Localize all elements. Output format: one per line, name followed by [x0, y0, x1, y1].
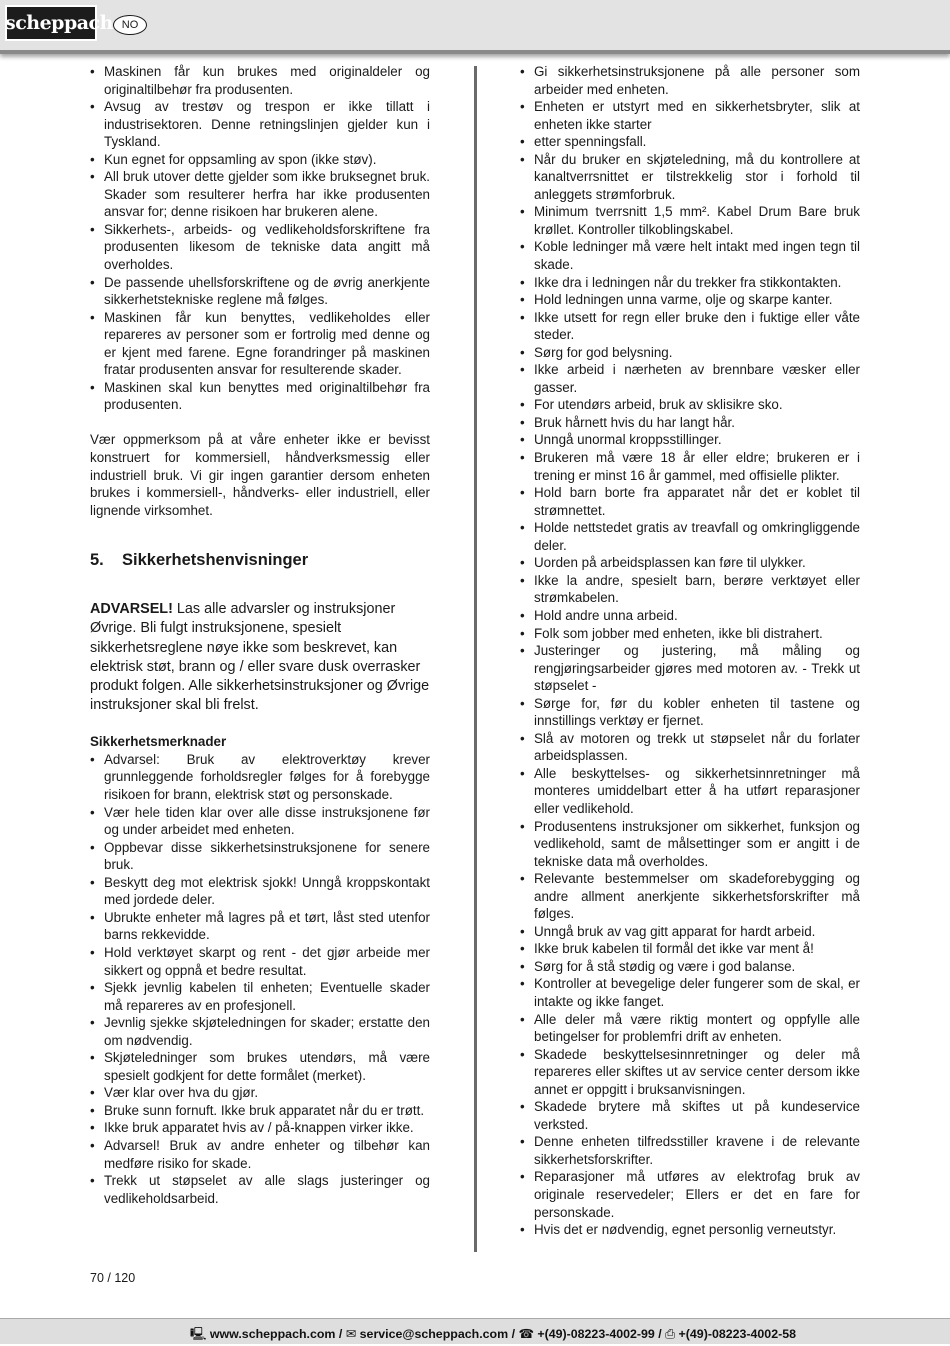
list-item: • Skadede beskyttelsesinnretninger og deler må repareres eller skiftes ut av service center dersom ikke annet er oppgitt i bruksanvisningen.	[520, 1046, 860, 1099]
list-item: • Justeringer og justering, må måling og rengjøringsarbeider gjøres med motoren av. - Trekk ut støpselet -	[520, 642, 860, 695]
commercial-use-note: Vær oppmerksom på at våre enheter ikke er bevisst konstruert for kommersiell, håndverksmessig eller industriell bruk. Vi gir ingen garantier dersom enheten brukes i kommersiell-, håndverks- eller industriell, eller lignende virksomhet.	[90, 432, 430, 518]
list-item: • Unngå unormal kroppsstillinger.	[520, 431, 860, 449]
list-item: • Enheten er utstyrt med en sikkerhetsbryter, slik at enheten ikke starter	[520, 98, 860, 133]
list-item: • Trekk ut støpselet av alle slags justeringer og vedlikeholdsarbeid.	[90, 1172, 430, 1207]
list-item: • Kun egnet for oppsamling av spon (ikke støv).	[90, 151, 430, 169]
list-item: • Minimum tverrsnitt 1,5 mm². Kabel Drum Bare bruk krøllet. Kontroller tilkoblingskabel.	[520, 203, 860, 238]
computer-icon: 🖳	[189, 1327, 207, 1341]
list-item: • Sikkerhets-, arbeids- og vedlikeholdsforskriftene fra produsenten likesom de tekniske data angitt må overholdes.	[90, 221, 430, 274]
list-item: • Maskinen skal kun benyttes med originaltilbehør fra produsenten.	[90, 379, 430, 414]
list-item: • Ikke bruk apparatet hvis av / på-knappen virker ikke.	[90, 1119, 430, 1137]
language-badge: NO	[113, 15, 147, 35]
right-column	[520, 63, 860, 1239]
page-footer	[0, 1318, 950, 1344]
list-item: • Ikke utsett for regn eller bruke den i fuktige eller våte steder.	[520, 309, 860, 344]
warning-paragraph	[90, 600, 430, 715]
list-item: • Bruk hårnett hvis du har langt hår.	[520, 414, 860, 432]
list-item: • Uorden på arbeidsplassen kan føre til ulykker.	[520, 554, 860, 572]
left-column	[90, 63, 430, 1207]
list-item: • Sørge for, før du kobler enheten til tastene og innstillings verktøy er fjernet.	[520, 695, 860, 730]
list-item: • Skjøteledninger som brukes utendørs, må være spesielt godkjent for dette formålet (merket).	[90, 1049, 430, 1084]
list-item: • Når du bruker en skjøteledning, må du kontrollere at kanaltverrsnittet er tilstrekkelig stor i forhold til anleggets strømforbruk.	[520, 151, 860, 204]
list-item: • Ikke bruk kabelen til formål det ikke var ment å!	[520, 940, 860, 958]
list-item: • Vær klar over hva du gjør.	[90, 1084, 430, 1102]
safety-notes-list	[90, 751, 430, 1207]
list-item: • Maskinen får kun benyttes, vedlikeholdes eller repareres av personer som er fortrolig med denne og er kjent med farene. Egne forandringer på maskinen fratar produsenten ansvar for resulterende skader.	[90, 309, 430, 379]
list-item: • Gi sikkerhetsinstruksjonene på alle personer som arbeider med enheten.	[520, 63, 860, 98]
page-header	[0, 0, 950, 54]
list-item: • Ikke dra i ledningen når du trekker fra stikkontakten.	[520, 274, 860, 292]
list-item: • Kontroller at bevegelige deler fungerer som de skal, er intakte og ikke fanget.	[520, 975, 860, 1010]
list-item: • Sjekk jevnlig kabelen til enheten; Eventuelle skader må repareres av en profesjonell.	[90, 979, 430, 1014]
list-item: • Unngå bruk av vag gitt apparat for hardt arbeid.	[520, 923, 860, 941]
list-item: • Denne enheten tilfredsstiller kravene i de relevante sikkerhetsforskrifter.	[520, 1133, 860, 1168]
list-item: • Hvis det er nødvendig, egnet personlig verneutstyr.	[520, 1221, 860, 1239]
footer-separator: /	[511, 1327, 516, 1341]
page-number: 70 / 120	[90, 1271, 136, 1285]
footer-separator: /	[658, 1327, 662, 1341]
list-item: • Avsug av trestøv og trespon er ikke tillatt i industrisektoren. Denne retningslinjen gjelder kun i Tyskland.	[90, 98, 430, 151]
mail-icon: ✉	[345, 1327, 357, 1341]
list-item: • Produsentens instruksjoner om sikkerhet, funksjon og vedlikehold, samt de målsettinger som er angitt i de tekniske data må overholdes.	[520, 818, 860, 871]
list-item: • Alle deler må være riktig montert og oppfylle alle betingelser for problemfri drift av enheten.	[520, 1011, 860, 1046]
list-item: • Brukeren må være 18 år eller eldre; brukeren er i trening er minst 16 år gammel, med offisielle plikter.	[520, 449, 860, 484]
list-item: • Ikke arbeid i nærheten av brennbare væsker eller gasser.	[520, 361, 860, 396]
list-item: • Alle beskyttelses- og sikkerhetsinnretninger må monteres umiddelbart etter å ha utført reparasjoner eller vedlikehold.	[520, 765, 860, 818]
footer-fax: +(49)-08223-4002-58	[678, 1327, 796, 1341]
list-item: • Jevnlig sjekke skjøteledningen for skader; erstatte den om nødvendig.	[90, 1014, 430, 1049]
list-item: • Bruke sunn fornuft. Ikke bruk apparatet når du er trøtt.	[90, 1102, 430, 1120]
intended-use-list	[90, 63, 430, 414]
list-item: • Vær hele tiden klar over alle disse instruksjonene før og under arbeidet med enheten.	[90, 804, 430, 839]
list-item: • Oppbevar disse sikkerhetsinstruksjonene for senere bruk.	[90, 839, 430, 874]
column-divider	[474, 66, 477, 1252]
footer-phone: +(49)-08223-4002-99	[537, 1327, 655, 1341]
section-heading	[90, 550, 430, 570]
safety-instructions-list	[520, 63, 860, 1239]
list-item: • All bruk utover dette gjelder som ikke bruksegnet bruk. Skader som resulterer herfra har ikke produsenten ansvar for; denne risikoen har brukeren alene.	[90, 168, 430, 221]
list-item: • Ikke la andre, spesielt barn, berøre verktøyet eller strømkabelen.	[520, 572, 860, 607]
list-item: • Hold verktøyet skarpt og rent - det gjør arbeide mer sikkert og oppnå et bedre resultat.	[90, 944, 430, 979]
list-item: • Koble ledninger må være helt intakt med ingen tegn til skade.	[520, 238, 860, 273]
warning-text: Las alle advarsler og instruksjoner Øvrige. Bli fulgt instruksjonene, spesielt sikkerhetsreglene nøye ikke som beskrevet, kan elektrisk støt, brann og / eller svare dusk overrasker produkt folgen. Alle sikkerhetsinstruksjoner og Øvrige instruksjoner skal bli frelst.	[90, 601, 430, 714]
safety-subheading: Sikkerhetsmerknader	[90, 734, 227, 750]
list-item: • For utendørs arbeid, bruk av sklisikre sko.	[520, 396, 860, 414]
list-item: • Slå av motoren og trekk ut støpselet når du forlater arbeidsplassen.	[520, 730, 860, 765]
list-item: • Holde nettstedet gratis av treavfall og omkringliggende deler.	[520, 519, 860, 554]
brand-logo: scheppach	[5, 5, 97, 41]
list-item: • Relevante bestemmelser om skadeforebygging og andre allment anerkjente sikkerhetsforskrifter må følges.	[520, 870, 860, 923]
list-item: • Hold barn borte fra apparatet når det er koblet til strømnettet.	[520, 484, 860, 519]
list-item: • Hold andre unna arbeid.	[520, 607, 860, 625]
list-item: • Reparasjoner må utføres av elektrofag bruk av originale reservedeler; Ellers er det en fare for personskade.	[520, 1168, 860, 1221]
list-item: • Advarsel! Bruk av andre enheter og tilbehør kan medføre risiko for skade.	[90, 1137, 430, 1172]
section-number: 5.	[90, 551, 104, 570]
list-item: • etter spenningsfall.	[520, 133, 860, 151]
list-item: • Folk som jobber med enheten, ikke bli distrahert.	[520, 625, 860, 643]
list-item: • De passende uhellsforskriftene og de øvrig anerkjente sikkerhetstekniske reglene må følges.	[90, 274, 430, 309]
list-item: • Sørg for god belysning.	[520, 344, 860, 362]
list-item: • Skadede brytere må skiftes ut på kundeservice verksted.	[520, 1098, 860, 1133]
phone-icon: ☎	[518, 1327, 534, 1341]
section-title: Sikkerhetshenvisninger	[122, 551, 309, 570]
list-item: • Advarsel: Bruk av elektroverktøy krever grunnleggende forholdsregler følges for å forebygge risikoen for brann, elektrisk støt og personskade.	[90, 751, 430, 804]
footer-separator: /	[338, 1327, 343, 1341]
warning-label: ADVARSEL!	[90, 601, 173, 618]
list-item: • Hold ledningen unna varme, olje og skarpe kanter.	[520, 291, 860, 309]
list-item: • Ubrukte enheter må lagres på et tørt, låst sted utenfor barns rekkevidde.	[90, 909, 430, 944]
footer-website[interactable]: www.scheppach.com	[209, 1327, 336, 1341]
footer-email[interactable]: service@scheppach.com	[359, 1327, 509, 1341]
list-item: • Sørg for å stå stødig og være i god balanse.	[520, 958, 860, 976]
fax-icon: ⎙	[665, 1327, 676, 1341]
list-item: • Maskinen får kun brukes med originaldeler og originaltilbehør fra produsenten.	[90, 63, 430, 98]
list-item: • Beskytt deg mot elektrisk sjokk! Unngå kroppskontakt med jordede deler.	[90, 874, 430, 909]
